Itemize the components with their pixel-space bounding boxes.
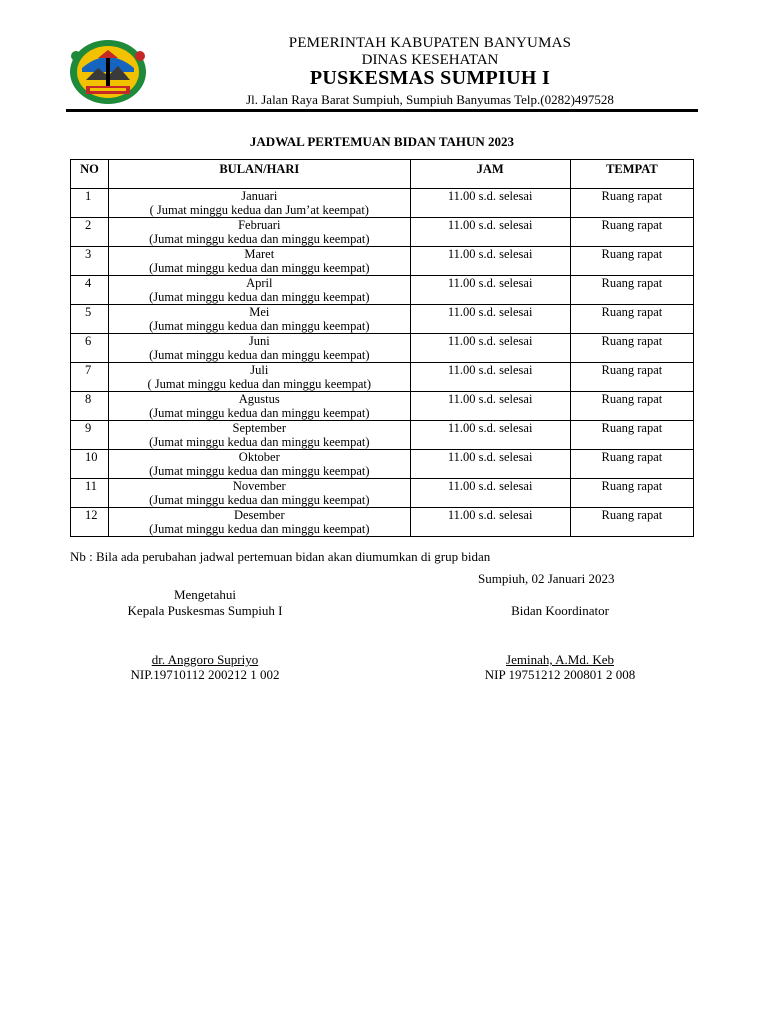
cell-hari: (Jumat minggu kedua dan minggu keempat) (149, 290, 370, 304)
cell-jam: 11.00 s.d. selesai (410, 218, 570, 247)
cell-bulan: September (232, 421, 287, 435)
place-date: Sumpiuh, 02 Januari 2023 (478, 571, 615, 586)
cell-hari: (Jumat minggu kedua dan minggu keempat) (149, 406, 370, 420)
header-no: NO (71, 160, 109, 189)
table-row (71, 189, 694, 218)
table-row (71, 305, 694, 334)
cell-hari: (Jumat minggu kedua dan minggu keempat) (149, 232, 370, 246)
cell-no: 12 (71, 508, 109, 537)
cell-bulan-hari (109, 479, 410, 508)
cell-bulan-hari (109, 247, 410, 276)
header-tempat: TEMPAT (570, 160, 693, 189)
table-row (71, 276, 694, 305)
table-row (71, 334, 694, 363)
cell-tempat: Ruang rapat (570, 247, 693, 276)
cell-no: 9 (71, 421, 109, 450)
cell-no: 11 (71, 479, 109, 508)
cell-bulan: Oktober (238, 450, 280, 464)
cell-tempat: Ruang rapat (570, 218, 693, 247)
sign-left-acknowledge: Mengetahui (173, 587, 237, 602)
cell-jam: 11.00 s.d. selesai (410, 450, 570, 479)
cell-jam: 11.00 s.d. selesai (410, 189, 570, 218)
cell-no: 2 (71, 218, 109, 247)
cell-bulan: April (246, 276, 273, 290)
table-row (71, 508, 694, 537)
sign-left-name: dr. Anggoro Supriyo (151, 652, 259, 667)
cell-no: 6 (71, 334, 109, 363)
cell-jam: 11.00 s.d. selesai (410, 421, 570, 450)
cell-jam: 11.00 s.d. selesai (410, 305, 570, 334)
cell-bulan-hari (109, 450, 410, 479)
cell-bulan-hari (109, 363, 410, 392)
schedule-table (70, 159, 694, 537)
cell-bulan-hari (109, 334, 410, 363)
cell-bulan: Januari (241, 189, 278, 203)
cell-tempat: Ruang rapat (570, 305, 693, 334)
cell-jam: 11.00 s.d. selesai (410, 276, 570, 305)
cell-jam: 11.00 s.d. selesai (410, 363, 570, 392)
cell-bulan: Agustus (238, 392, 280, 406)
cell-hari: (Jumat minggu kedua dan minggu keempat) (149, 493, 370, 507)
cell-hari: (Jumat minggu kedua dan minggu keempat) (149, 261, 370, 275)
header-department: DINAS KESEHATAN (361, 52, 499, 68)
sign-right-name: Jeminah, A.Md. Keb (506, 652, 614, 667)
header-bulan-hari: BULAN/HARI (109, 160, 410, 189)
cell-bulan: November (232, 479, 286, 493)
cell-bulan-hari (109, 189, 410, 218)
cell-hari: (Jumat minggu kedua dan minggu keempat) (149, 522, 370, 536)
cell-tempat: Ruang rapat (570, 189, 693, 218)
header-institution: PUSKESMAS SUMPIUH I (309, 67, 551, 89)
cell-tempat: Ruang rapat (570, 276, 693, 305)
cell-no: 3 (71, 247, 109, 276)
header-address: Jl. Jalan Raya Barat Sumpiuh, Sumpiuh Banyumas Telp.(0282)497528 (246, 92, 614, 107)
cell-tempat: Ruang rapat (570, 363, 693, 392)
sign-right-position: Bidan Koordinator (511, 603, 609, 618)
cell-bulan-hari (109, 276, 410, 305)
cell-bulan-hari (109, 508, 410, 537)
table-row (71, 218, 694, 247)
table-row (71, 392, 694, 421)
cell-bulan-hari (109, 392, 410, 421)
sign-left-nip: NIP.19710112 200212 1 002 (130, 667, 280, 682)
cell-jam: 11.00 s.d. selesai (410, 334, 570, 363)
cell-jam: 11.00 s.d. selesai (410, 479, 570, 508)
cell-hari: (Jumat minggu kedua dan minggu keempat) (149, 348, 370, 362)
cell-jam: 11.00 s.d. selesai (410, 392, 570, 421)
header-jam: JAM (410, 160, 570, 189)
cell-bulan: Juli (250, 363, 269, 377)
cell-bulan-hari (109, 305, 410, 334)
table-row (71, 421, 694, 450)
cell-bulan-hari (109, 421, 410, 450)
cell-bulan: Juni (248, 334, 270, 348)
cell-no: 1 (71, 189, 109, 218)
cell-bulan-hari (109, 218, 410, 247)
cell-tempat: Ruang rapat (570, 334, 693, 363)
cell-tempat: Ruang rapat (570, 479, 693, 508)
cell-tempat: Ruang rapat (570, 450, 693, 479)
cell-bulan: Februari (238, 218, 281, 232)
table-row (71, 247, 694, 276)
sign-right-nip: NIP 19751212 200801 2 008 (484, 667, 636, 682)
header-divider (66, 109, 698, 112)
table-row (71, 450, 694, 479)
cell-no: 7 (71, 363, 109, 392)
cell-no: 10 (71, 450, 109, 479)
note-text: Nb : Bila ada perubahan jadwal pertemuan bidan akan diumumkan di grup bidan (70, 549, 491, 564)
table-row (71, 479, 694, 508)
cell-hari: (Jumat minggu kedua dan minggu keempat) (149, 319, 370, 333)
cell-tempat: Ruang rapat (570, 508, 693, 537)
cell-jam: 11.00 s.d. selesai (410, 247, 570, 276)
cell-hari: ( Jumat minggu kedua dan Jum’at keempat) (149, 203, 369, 217)
cell-tempat: Ruang rapat (570, 421, 693, 450)
banyumas-emblem-icon (68, 38, 148, 106)
sign-left-position: Kepala Puskesmas Sumpiuh I (127, 603, 283, 618)
cell-tempat: Ruang rapat (570, 392, 693, 421)
table-row (71, 363, 694, 392)
table-header-row (71, 160, 694, 189)
cell-hari: (Jumat minggu kedua dan minggu keempat) (149, 464, 370, 478)
cell-hari: ( Jumat minggu kedua dan minggu keempat) (147, 377, 372, 391)
cell-jam: 11.00 s.d. selesai (410, 508, 570, 537)
document-title: JADWAL PERTEMUAN BIDAN TAHUN 2023 (249, 134, 515, 149)
cell-no: 8 (71, 392, 109, 421)
cell-no: 5 (71, 305, 109, 334)
header-government: PEMERINTAH KABUPATEN BANYUMAS (288, 35, 572, 51)
cell-bulan: Mei (249, 305, 270, 319)
cell-bulan: Maret (244, 247, 275, 261)
cell-no: 4 (71, 276, 109, 305)
cell-bulan: Desember (233, 508, 285, 522)
cell-hari: (Jumat minggu kedua dan minggu keempat) (149, 435, 370, 449)
